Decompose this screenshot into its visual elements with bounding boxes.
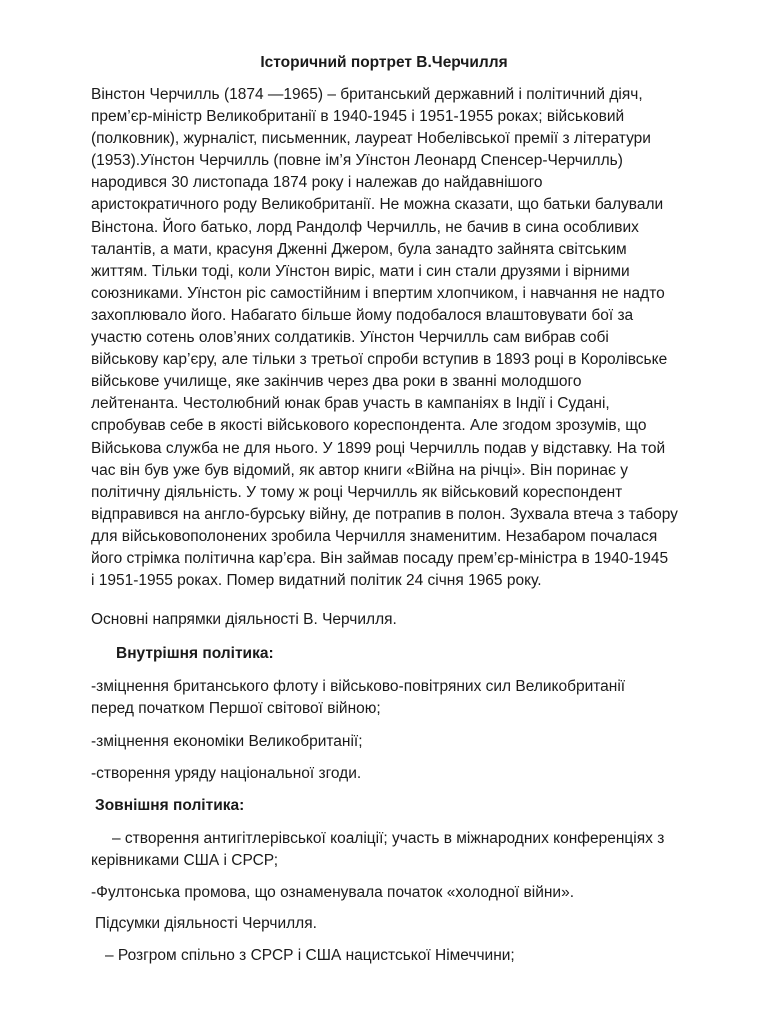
biography-line: Вінстона. Його батько, лорд Рандолф Черчилль, не бачив в сина особливих <box>91 218 639 236</box>
foreign-item-line: керівниками США і СРСР; <box>91 852 279 869</box>
biography-line: прем’єр-міністр Великобританії в 1940-1945 і 1951-1955 роках; військовий <box>91 108 625 126</box>
biography-line: військову кар’єру, але тільки з третьої спроби вступив в 1893 році в Королівське <box>91 351 668 369</box>
directions-intro: Основні напрямки діяльності В. Черчилля. <box>91 611 397 628</box>
biography-paragraph <box>91 84 731 592</box>
biography-line: захоплювало його. Набагато більше йому подобалося влаштовувати бої за <box>91 306 634 324</box>
domestic-policy-heading: Внутрішня політика: <box>116 645 274 662</box>
biography-line: участю сотень олов’яних солдатиків. Уїнстон Черчилль сам вибрав собі <box>91 329 609 347</box>
biography-line: союзниками. Уїнстон ріс самостійним і впертим хлопчиком, і навчання не надто <box>91 284 665 302</box>
biography-line: час він був уже був відомий, як автор книги «Війна на річці». Він поринає у <box>91 461 628 479</box>
domestic-item: -створення уряду національної згоди. <box>91 765 362 782</box>
biography-line: його стрімка політична кар’єра. Він займав посаду прем’єр-міністра в 1940-1945 <box>91 549 669 567</box>
biography-line: військове училище, яке закінчив через два роки в званні молодшого <box>91 373 582 391</box>
biography-line: і 1951-1955 роках. Помер видатний політик 24 січня 1965 року. <box>91 572 542 590</box>
results-item: – Розгром спільно з СРСР і США нацистської Німеччини; <box>105 947 515 964</box>
biography-line: життям. Тільки тоді, коли Уїнстон виріс, мати і син стали друзями і вірними <box>91 262 630 280</box>
biography-line: (полковник), журналіст, письменник, лауреат Нобелівської премії з літератури <box>91 130 651 148</box>
biography-line: спробував себе в якості військового кореспондента. Але згодом зрозумів, що <box>91 417 647 435</box>
biography-line: талантів, а мати, красуня Дженні Джером, була занадто зайнята світським <box>91 240 627 258</box>
biography-line: Вінстон Черчилль (1874 —1965) – британський державний і політичний діяч, <box>91 86 643 103</box>
biography-line: політичну діяльність. У тому ж році Черчилль як військовий кореспондент <box>91 483 623 501</box>
biography-line: народився 30 листопада 1874 року і належав до найдавнішого <box>91 174 543 192</box>
document-title: Історичний портрет В.Черчилля <box>260 54 508 71</box>
biography-line: (1953).Уїнстон Черчилль (повне ім’я Уїнстон Леонард Спенсер-Черчилль) <box>91 152 623 170</box>
foreign-item-line: – створення антигітлерівської коаліції; участь в міжнародних конференціях з <box>112 830 665 847</box>
domestic-item-line: перед початком Першої світової війною; <box>91 700 381 717</box>
biography-line: аристократичного роду Великобританії. Не можна сказати, що батьки балували <box>91 196 664 214</box>
foreign-item: -Фултонська промова, що ознаменувала початок «холодної війни». <box>91 884 575 901</box>
domestic-item-line: -зміцнення британського флоту і військово-повітряних сил Великобританії <box>91 678 626 695</box>
biography-line: відправився на англо-бурську війну, де потрапив в полон. Зухвала втеча з табору <box>91 505 678 523</box>
biography-line: для військовополонених зробила Черчилля знаменитим. Незабаром почалася <box>91 527 658 545</box>
foreign-policy-heading: Зовнішня політика: <box>95 797 245 814</box>
domestic-item: -зміцнення економіки Великобританії; <box>91 733 363 750</box>
biography-line: Військова служба не для нього. У 1899 році Черчилль подав у відставку. На той <box>91 439 666 457</box>
biography-line: лейтенанта. Честолюбний юнак брав участь в кампаніях в Індії і Судані, <box>91 395 610 413</box>
results-heading: Підсумки діяльності Черчилля. <box>95 915 317 932</box>
